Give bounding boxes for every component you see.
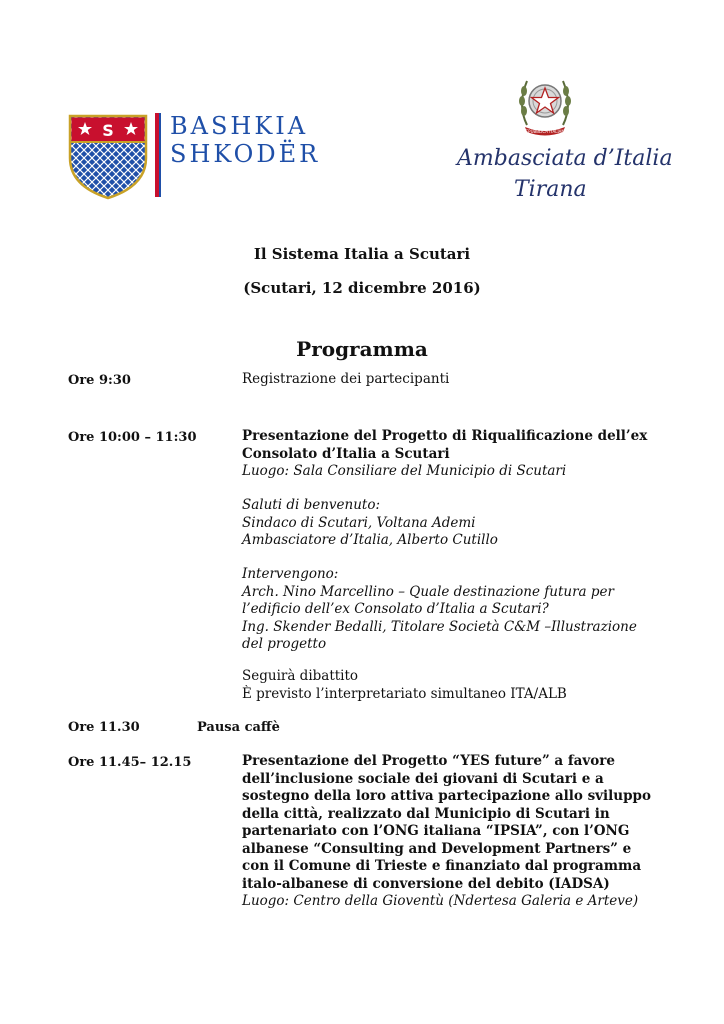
greetings-ambassador: Ambasciatore d’Italia, Alberto Cutillo bbox=[242, 532, 498, 548]
logo-text-bashkia: BASHKIA bbox=[170, 112, 309, 140]
greetings-mayor: Sindaco di Scutari, Voltana Ademi bbox=[242, 514, 476, 531]
item-4-title-line: sostegno della loro attiva partecipazione allo sviluppo bbox=[242, 788, 651, 804]
note-interpreting: È previsto l’interpretariato simultaneo ITA/ALB bbox=[242, 685, 567, 702]
item-2-notes bbox=[242, 668, 662, 703]
item-1-description bbox=[242, 371, 662, 389]
note-debate: Seguirà dibattito bbox=[242, 668, 359, 684]
time-slot-3: Ore 11.30 bbox=[68, 720, 140, 735]
italian-republic-emblem bbox=[515, 67, 575, 139]
item-2-location: Luogo: Sala Consiliare del Municipio di Scutari bbox=[242, 463, 567, 479]
item-2-description bbox=[242, 428, 662, 481]
coffee-break-label: Pausa caffè bbox=[197, 720, 280, 735]
speaker-line: Ing. Skender Bedalli, Titolare Società C&M –Illustrazione bbox=[242, 618, 637, 635]
time-slot-4: Ore 11.45– 12.15 bbox=[68, 755, 192, 770]
item-4-title-line: italo-albanese di conversione del debito (IADSA) bbox=[242, 875, 610, 892]
shield-letter: S bbox=[102, 121, 114, 140]
shkoder-shield-logo bbox=[68, 114, 148, 200]
item-2-title-line: Consolato d’Italia a Scutari bbox=[242, 445, 450, 462]
speaker-line: l’edificio dell’ex Consolato d’Italia a Scutari? bbox=[242, 601, 549, 617]
logo-text-shkoder: SHKODËR bbox=[170, 140, 321, 168]
item-4-title-line: Presentazione del Progetto “YES future” a favore bbox=[242, 753, 615, 769]
item-4-title-line: albanese “Consulting and Development Partners” e bbox=[242, 840, 632, 857]
item-4-title-line: dell’inclusione sociale dei giovani di Scutari e a bbox=[242, 770, 604, 787]
speakers-label: Intervengono: bbox=[242, 566, 339, 582]
event-date: (Scutari, 12 dicembre 2016) bbox=[243, 279, 481, 297]
embassy-name: Ambasciata d’Italia bbox=[457, 146, 673, 171]
item-4-title-line: con il Comune di Trieste e finanziato dal programma bbox=[242, 858, 642, 874]
item-2-title-line: Presentazione del Progetto di Riqualificazione dell’ex bbox=[242, 428, 648, 444]
time-slot-1: Ore 9:30 bbox=[68, 373, 131, 388]
item-1-line: Registrazione dei partecipanti bbox=[242, 371, 450, 387]
item-2-speakers bbox=[242, 566, 662, 654]
embassy-city: Tirana bbox=[514, 177, 587, 202]
speaker-line: del progetto bbox=[242, 636, 327, 652]
item-2-greetings bbox=[242, 497, 662, 550]
greetings-label: Saluti di benvenuto: bbox=[242, 497, 381, 513]
item-4-title-line: partenariato con l’ONG italiana “IPSIA”, con l’ONG bbox=[242, 823, 630, 839]
event-title: Il Sistema Italia a Scutari bbox=[253, 245, 471, 263]
item-4-location: Luogo: Centro della Gioventù (Ndertesa Galeria e Arteve) bbox=[242, 893, 639, 909]
logo-divider-blue bbox=[159, 113, 161, 197]
programma-heading: Programma bbox=[296, 337, 428, 361]
svg-text:REPUBBLICA ITALIANA: REPUBBLICA ITALIANA bbox=[522, 129, 568, 134]
item-4-description bbox=[242, 753, 662, 911]
item-4-title-line: della città, realizzato dal Municipio di Scutari in bbox=[242, 805, 610, 822]
speaker-line: Arch. Nino Marcellino – Quale destinazione futura per bbox=[242, 583, 614, 600]
time-slot-2: Ore 10:00 – 11:30 bbox=[68, 430, 197, 445]
